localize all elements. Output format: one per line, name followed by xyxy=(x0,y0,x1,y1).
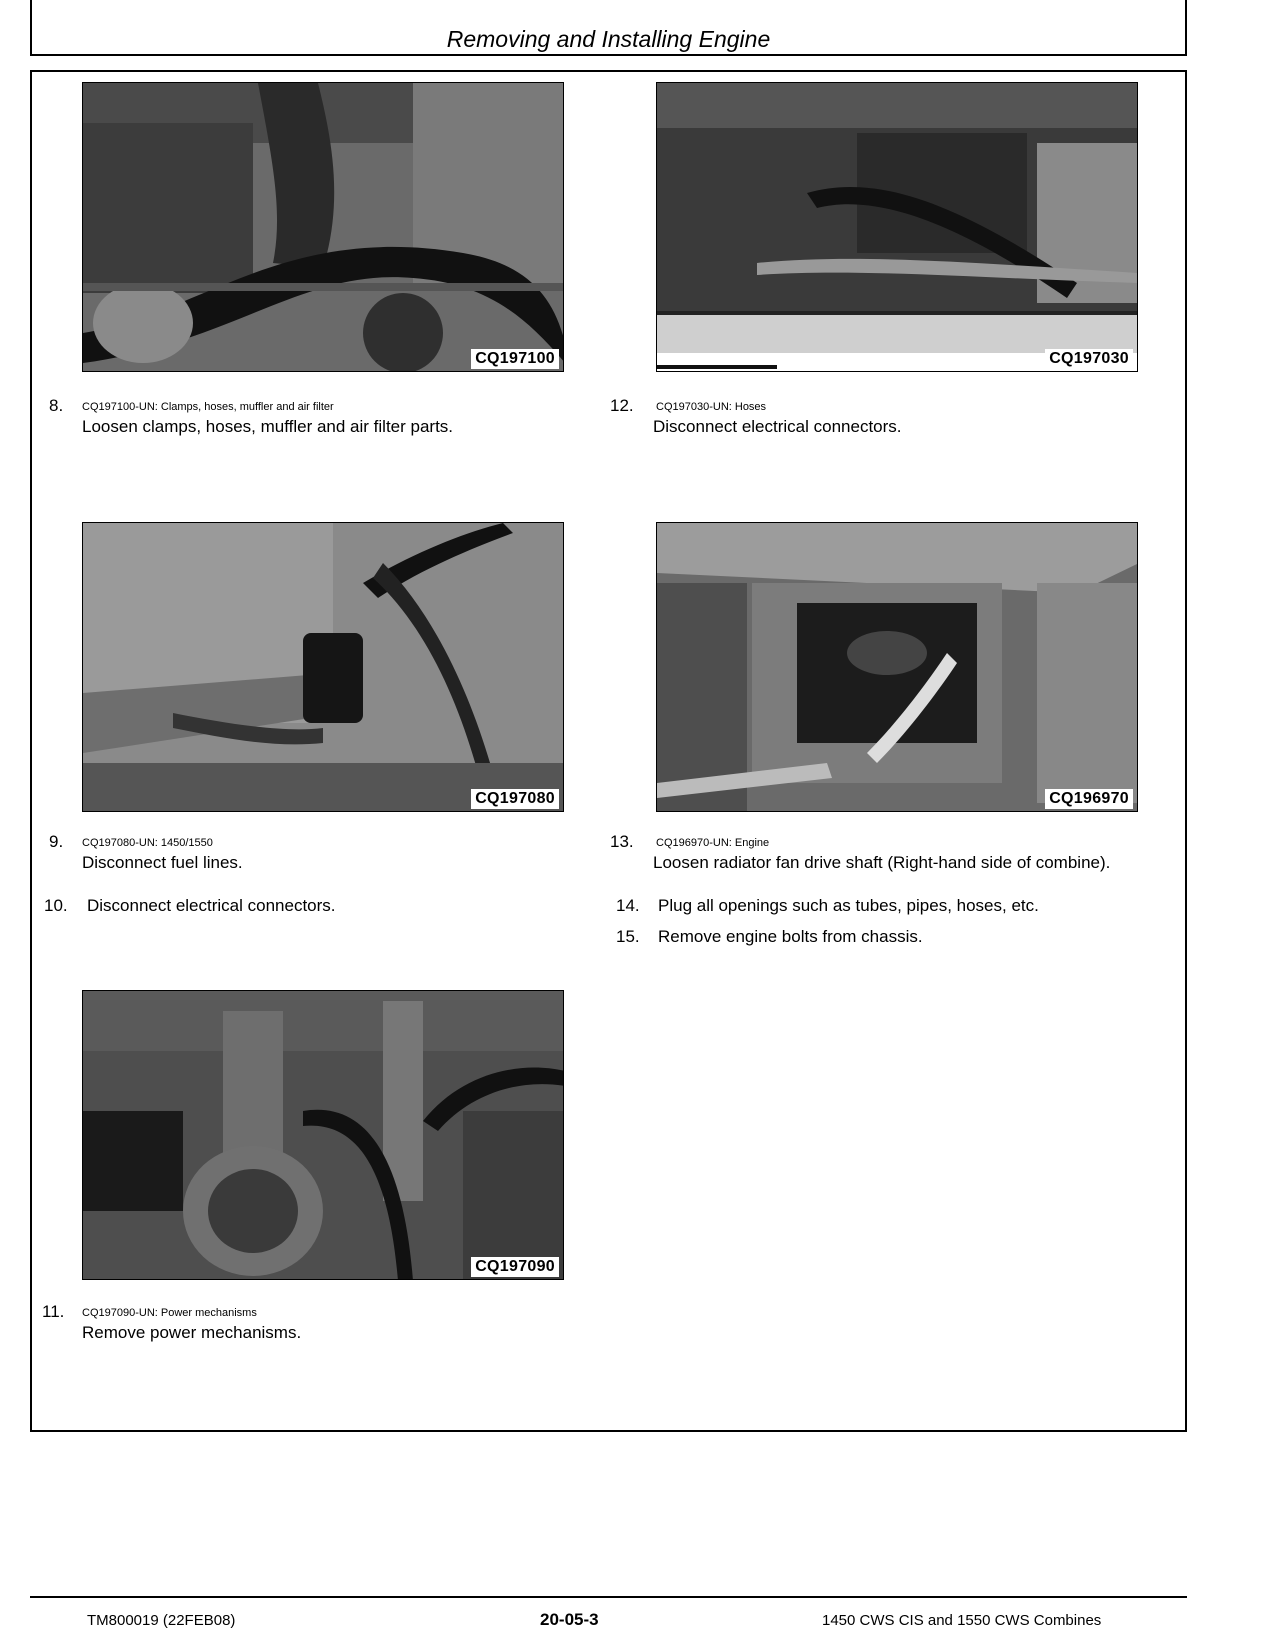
photo-label: CQ197100 xyxy=(471,349,559,369)
photo-cq197090 xyxy=(82,990,564,1280)
figure-caption: CQ197100-UN: Clamps, hoses, muffler and air filter xyxy=(82,401,334,413)
photo-label: CQ197030 xyxy=(1045,349,1133,369)
step-number: 12. xyxy=(610,396,634,415)
photo-cq197030 xyxy=(656,82,1138,372)
photo-cq197080 xyxy=(82,522,564,812)
figure-caption: CQ197030-UN: Hoses xyxy=(656,401,767,413)
photo-cq197100 xyxy=(82,82,564,372)
page-title: Removing and Installing Engine xyxy=(446,26,771,52)
photo-label: CQ197090 xyxy=(471,1257,559,1277)
figure-caption: CQ196970-UN: Engine xyxy=(656,837,770,849)
step-text: Plug all openings such as tubes, pipes, hoses, etc. xyxy=(658,896,1039,915)
photo-label: CQ196970 xyxy=(1045,789,1133,809)
step-text: Loosen radiator fan drive shaft (Right-hand side of combine). xyxy=(653,853,1111,872)
figure-caption: CQ197080-UN: 1450/1550 xyxy=(82,837,213,849)
step-number: 13. xyxy=(610,832,634,851)
step-text: Remove power mechanisms. xyxy=(82,1323,302,1342)
step-number: 8. xyxy=(49,396,64,415)
step-number: 9. xyxy=(49,832,64,851)
footer-product: 1450 CWS CIS and 1550 CWS Combines xyxy=(822,1612,1102,1629)
step-number: 10. xyxy=(44,896,68,915)
step-text: Loosen clamps, hoses, muffler and air filter parts. xyxy=(82,417,454,436)
step-text: Disconnect electrical connectors. xyxy=(653,417,902,436)
photo-label: CQ197080 xyxy=(471,789,559,809)
step-text: Disconnect electrical connectors. xyxy=(87,896,336,915)
photo-cq196970 xyxy=(656,522,1138,812)
step-number: 11. xyxy=(42,1302,65,1321)
figure-caption: CQ197090-UN: Power mechanisms xyxy=(82,1307,257,1319)
footer-page-number: 20-05-3 xyxy=(540,1610,599,1629)
step-number: 14. xyxy=(616,896,640,915)
footer-rule xyxy=(30,1596,1187,1598)
step-text: Disconnect fuel lines. xyxy=(82,853,243,872)
step-number: 15. xyxy=(616,927,640,946)
step-text: Remove engine bolts from chassis. xyxy=(658,927,923,946)
footer-doc-id: TM800019 (22FEB08) xyxy=(87,1612,236,1629)
